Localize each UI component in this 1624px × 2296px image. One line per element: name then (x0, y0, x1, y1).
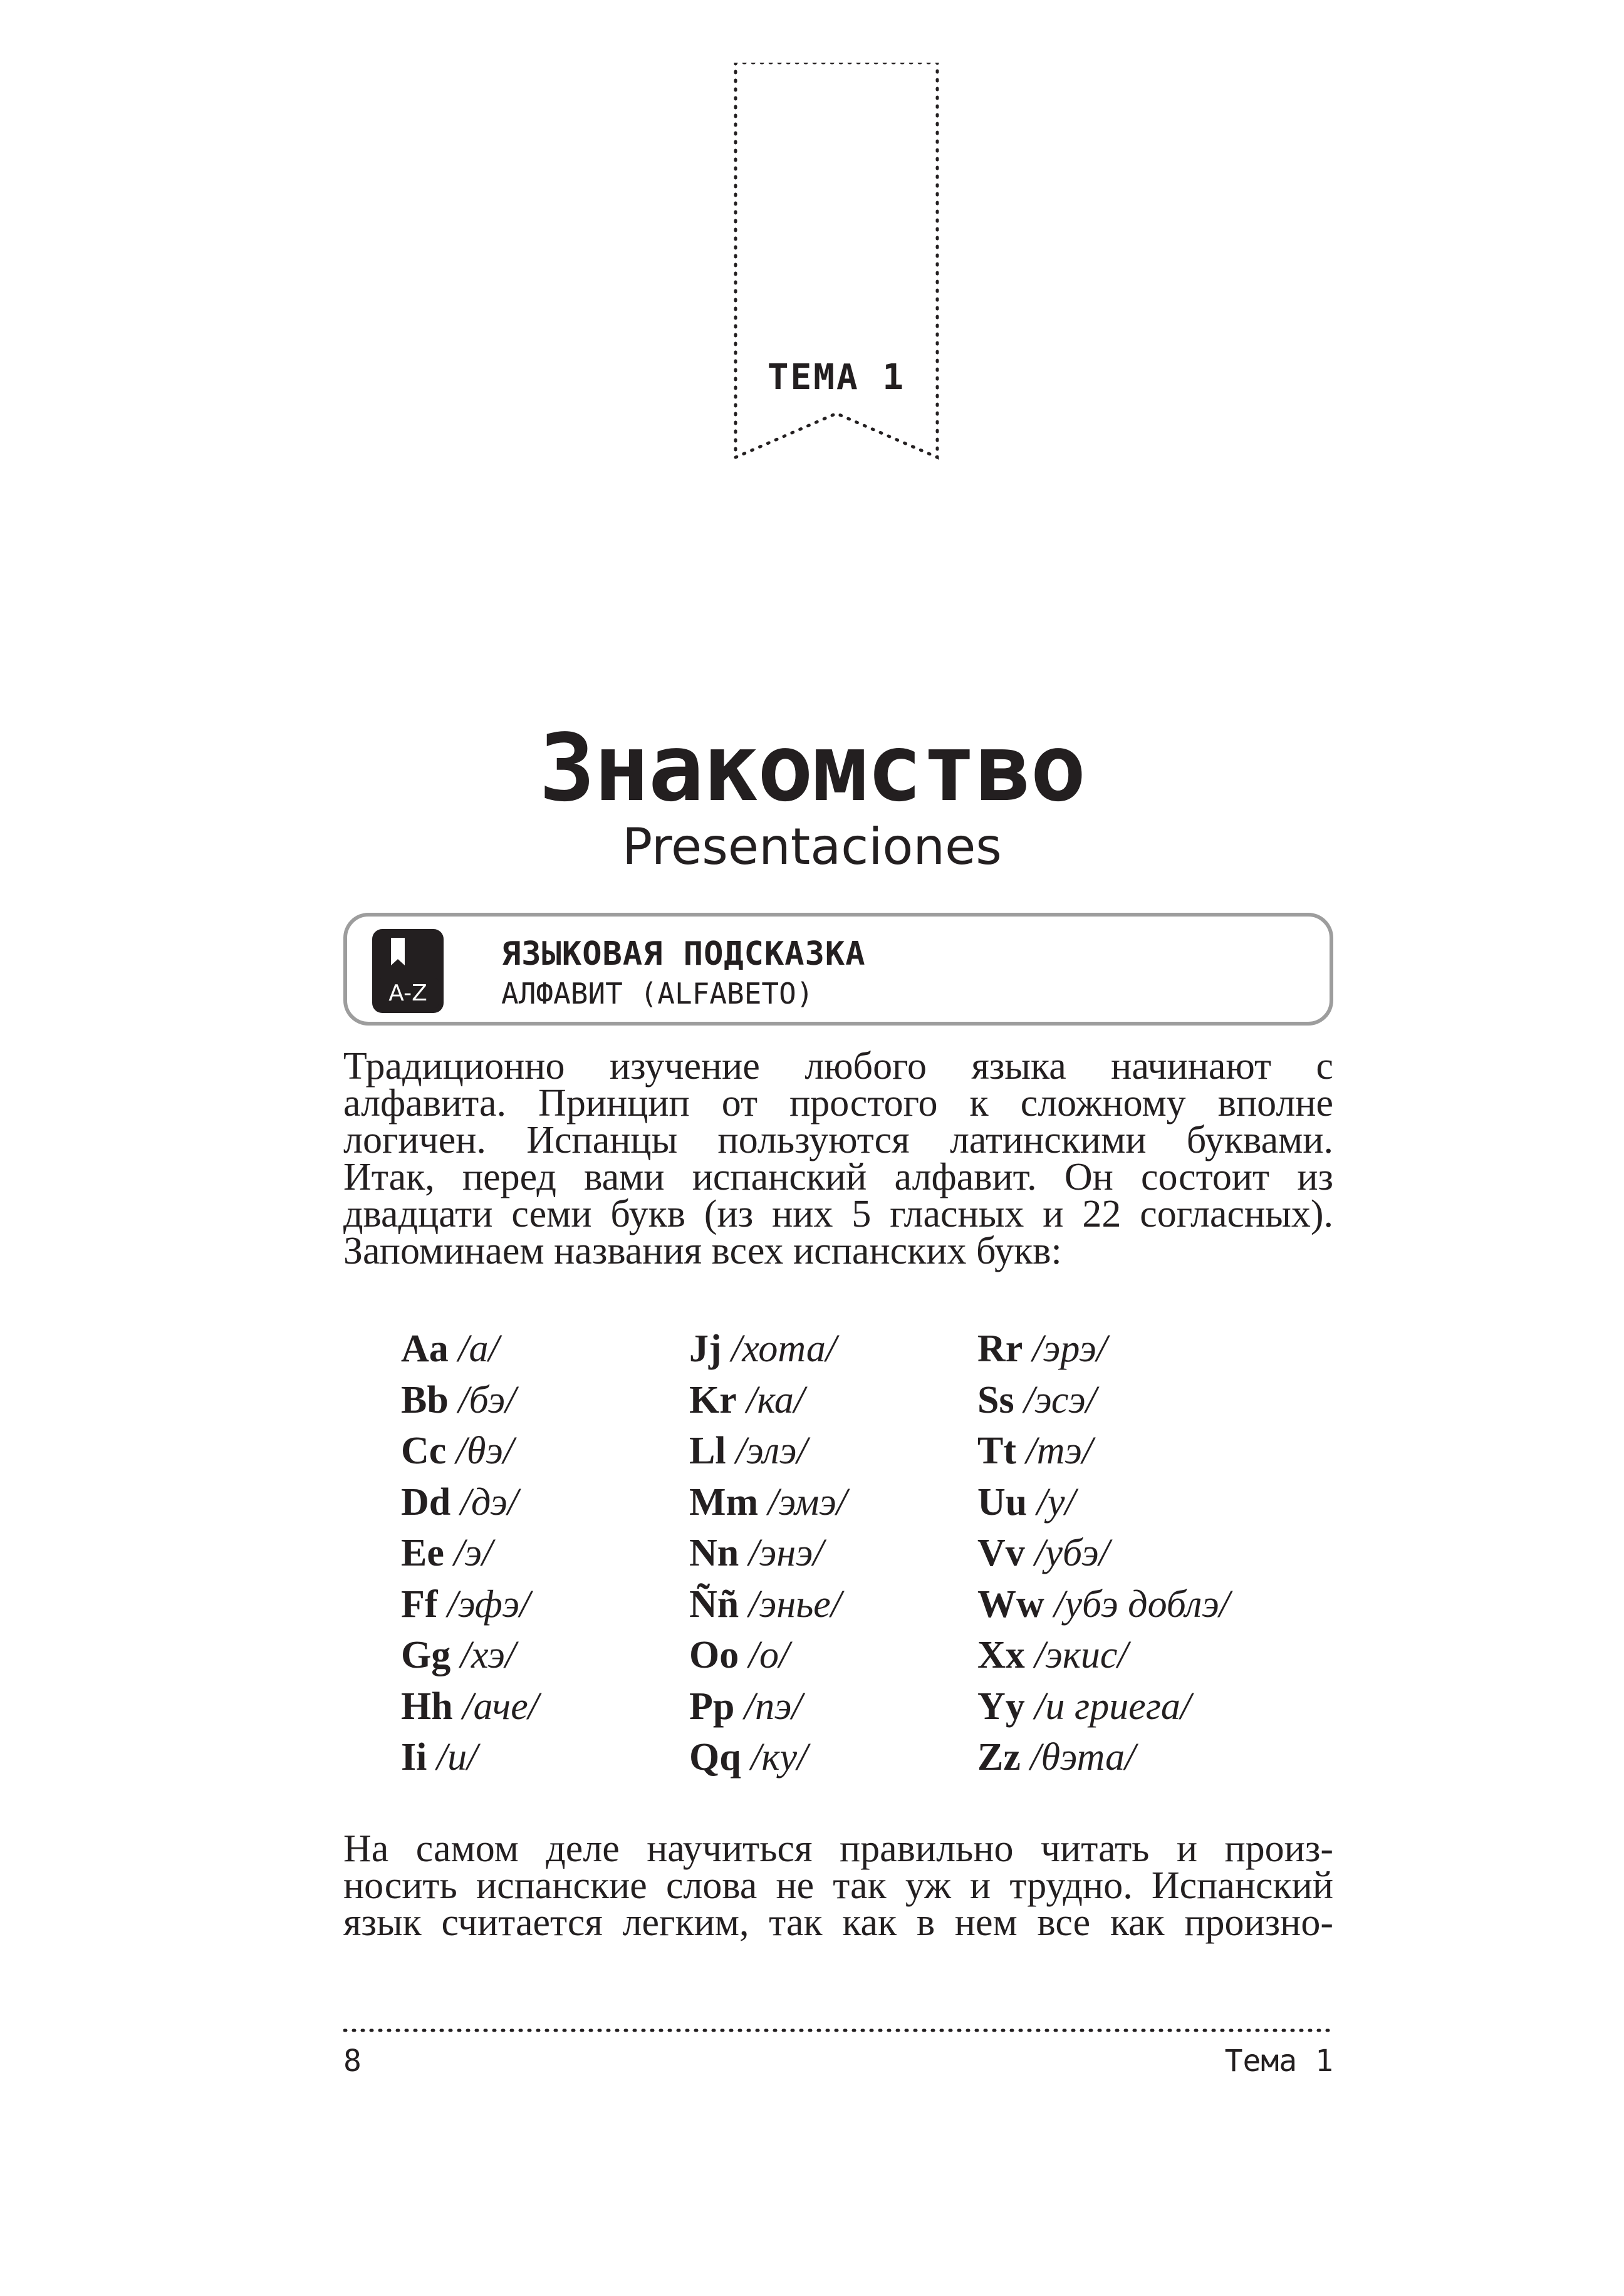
pronunciation: /θэта/ (1030, 1736, 1136, 1779)
pronunciation: /эрэ/ (1032, 1327, 1108, 1370)
footer-divider (343, 2028, 1333, 2033)
pronunciation: /бэ/ (458, 1378, 516, 1421)
letter: Zz (977, 1736, 1021, 1779)
alphabet-entry (977, 1685, 1230, 1736)
language-hint-box (343, 913, 1333, 1026)
alphabet-entry (689, 1480, 847, 1532)
alphabet-entry (401, 1429, 539, 1480)
pronunciation: /и гриега/ (1034, 1685, 1192, 1728)
pronunciation: /эмэ/ (768, 1480, 848, 1524)
alphabet-entry (977, 1480, 1230, 1532)
page-number: 8 (343, 2044, 362, 2079)
alphabet-entry (689, 1633, 847, 1685)
outro-paragraph (343, 1827, 1333, 1944)
pronunciation: /эфэ/ (447, 1582, 531, 1626)
text-line: На самом деле научиться правильно читать и произ- (343, 1827, 1333, 1870)
text-line: носить испанские слова не так уж и трудно. Испанский (343, 1864, 1333, 1907)
ribbon-outline (733, 63, 940, 464)
running-footer-topic: Тема 1 (1224, 2044, 1333, 2079)
letter: Bb (401, 1378, 449, 1421)
letter: Yy (977, 1685, 1025, 1728)
pronunciation: /э/ (454, 1532, 493, 1574)
chapter-label: ТЕМА 1 (767, 357, 906, 398)
letter: Ññ (689, 1582, 739, 1626)
alphabet-entry (401, 1327, 539, 1378)
alphabet-entry (977, 1582, 1230, 1634)
hint-icon-text: A-Z (388, 980, 427, 1006)
pronunciation: /а/ (458, 1327, 499, 1370)
pronunciation: /θэ/ (455, 1430, 514, 1472)
alphabet-entry (401, 1582, 539, 1634)
dictionary-bookmark-icon (372, 929, 444, 1013)
alphabet-entry (977, 1327, 1230, 1378)
letter: Tt (977, 1430, 1016, 1472)
letter: Dd (401, 1480, 451, 1524)
pronunciation: /тэ/ (1026, 1430, 1093, 1472)
alphabet-entry (401, 1531, 539, 1582)
alphabet-entry (977, 1633, 1230, 1685)
pronunciation: /аче/ (462, 1685, 539, 1728)
pronunciation: /и/ (436, 1736, 478, 1779)
letter: Xx (977, 1634, 1025, 1676)
alphabet-entry (689, 1327, 847, 1378)
alphabet-entry (689, 1378, 847, 1430)
letter: Ii (401, 1736, 427, 1779)
letter: Oo (689, 1634, 739, 1676)
letter: Hh (401, 1685, 453, 1728)
alphabet-entry (401, 1378, 539, 1430)
intro-paragraph (343, 1045, 1333, 1272)
letter: Ss (977, 1378, 1014, 1421)
alphabet-entry (401, 1735, 539, 1787)
alphabet-entry (401, 1480, 539, 1532)
letter: Cc (401, 1430, 447, 1472)
pronunciation: /элэ/ (736, 1430, 808, 1472)
alphabet-entry (977, 1735, 1230, 1787)
letter: Qq (689, 1736, 741, 1779)
pronunciation: /хота/ (731, 1327, 837, 1370)
alphabet-entry (689, 1685, 847, 1736)
letter: Mm (689, 1480, 759, 1524)
pronunciation: /дэ/ (460, 1480, 519, 1524)
letter: Nn (689, 1532, 739, 1574)
chapter-ribbon (733, 63, 940, 464)
alphabet-entry (401, 1633, 539, 1685)
pronunciation: /энэ/ (748, 1532, 824, 1574)
hint-title: ЯЗЫКОВАЯ ПОДСКАЗКА (501, 935, 866, 973)
letter: Pp (689, 1685, 735, 1728)
alphabet-entry (689, 1531, 847, 1582)
alphabet-entry (977, 1378, 1230, 1430)
text-line: двадцати семи букв (из них 5 гласных и 22 согласных). (343, 1193, 1333, 1235)
letter: Kr (689, 1378, 737, 1421)
letter: Ee (401, 1532, 444, 1574)
pronunciation: /хэ/ (460, 1634, 516, 1676)
alphabet-column-3 (977, 1327, 1230, 1787)
letter: Ll (689, 1430, 726, 1472)
pronunciation: /убэ/ (1034, 1532, 1110, 1574)
alphabet-entry (977, 1531, 1230, 1582)
letter: Vv (977, 1532, 1025, 1574)
text-line: язык считается легким, так как в нем все как произно- (343, 1901, 1333, 1944)
page-title: Знакомство (539, 714, 1085, 822)
text-line: Запоминаем названия всех испанских букв: (343, 1230, 1062, 1272)
alphabet-entry (977, 1429, 1230, 1480)
pronunciation: /ка/ (746, 1378, 805, 1421)
letter: Jj (689, 1327, 722, 1370)
pronunciation: /ку/ (751, 1736, 808, 1779)
pronunciation: /убэ доблэ/ (1054, 1582, 1231, 1626)
letter: Gg (401, 1634, 451, 1676)
alphabet-entry (689, 1582, 847, 1634)
alphabet-entry (689, 1735, 847, 1787)
pronunciation: /пэ/ (744, 1685, 803, 1728)
text-line: Традиционно изучение любого языка начинают с (343, 1045, 1333, 1088)
pronunciation: /эсэ/ (1024, 1378, 1096, 1421)
letter: Ww (977, 1582, 1044, 1626)
page-subtitle: Presentaciones (622, 818, 1002, 876)
alphabet-column-1 (401, 1327, 539, 1787)
text-line: логичен. Испанцы пользуются латинскими буквами. (343, 1119, 1333, 1161)
letter: Ff (401, 1582, 438, 1626)
alphabet-entry (689, 1429, 847, 1480)
text-line: алфавита. Принцип от простого к сложному вполне (343, 1082, 1333, 1125)
pronunciation: /у/ (1036, 1480, 1076, 1524)
pronunciation: /экис/ (1034, 1634, 1128, 1676)
letter: Rr (977, 1327, 1023, 1370)
text-line: Итак, перед вами испанский алфавит. Он состоит из (343, 1156, 1333, 1198)
alphabet-column-2 (689, 1327, 847, 1787)
pronunciation: /энье/ (748, 1582, 842, 1626)
letter: Uu (977, 1480, 1028, 1524)
hint-subtitle: АЛФАВИТ (ALFABETO) (501, 977, 814, 1010)
alphabet-entry (401, 1685, 539, 1736)
pronunciation: /о/ (748, 1634, 790, 1676)
letter: Aa (401, 1327, 449, 1370)
